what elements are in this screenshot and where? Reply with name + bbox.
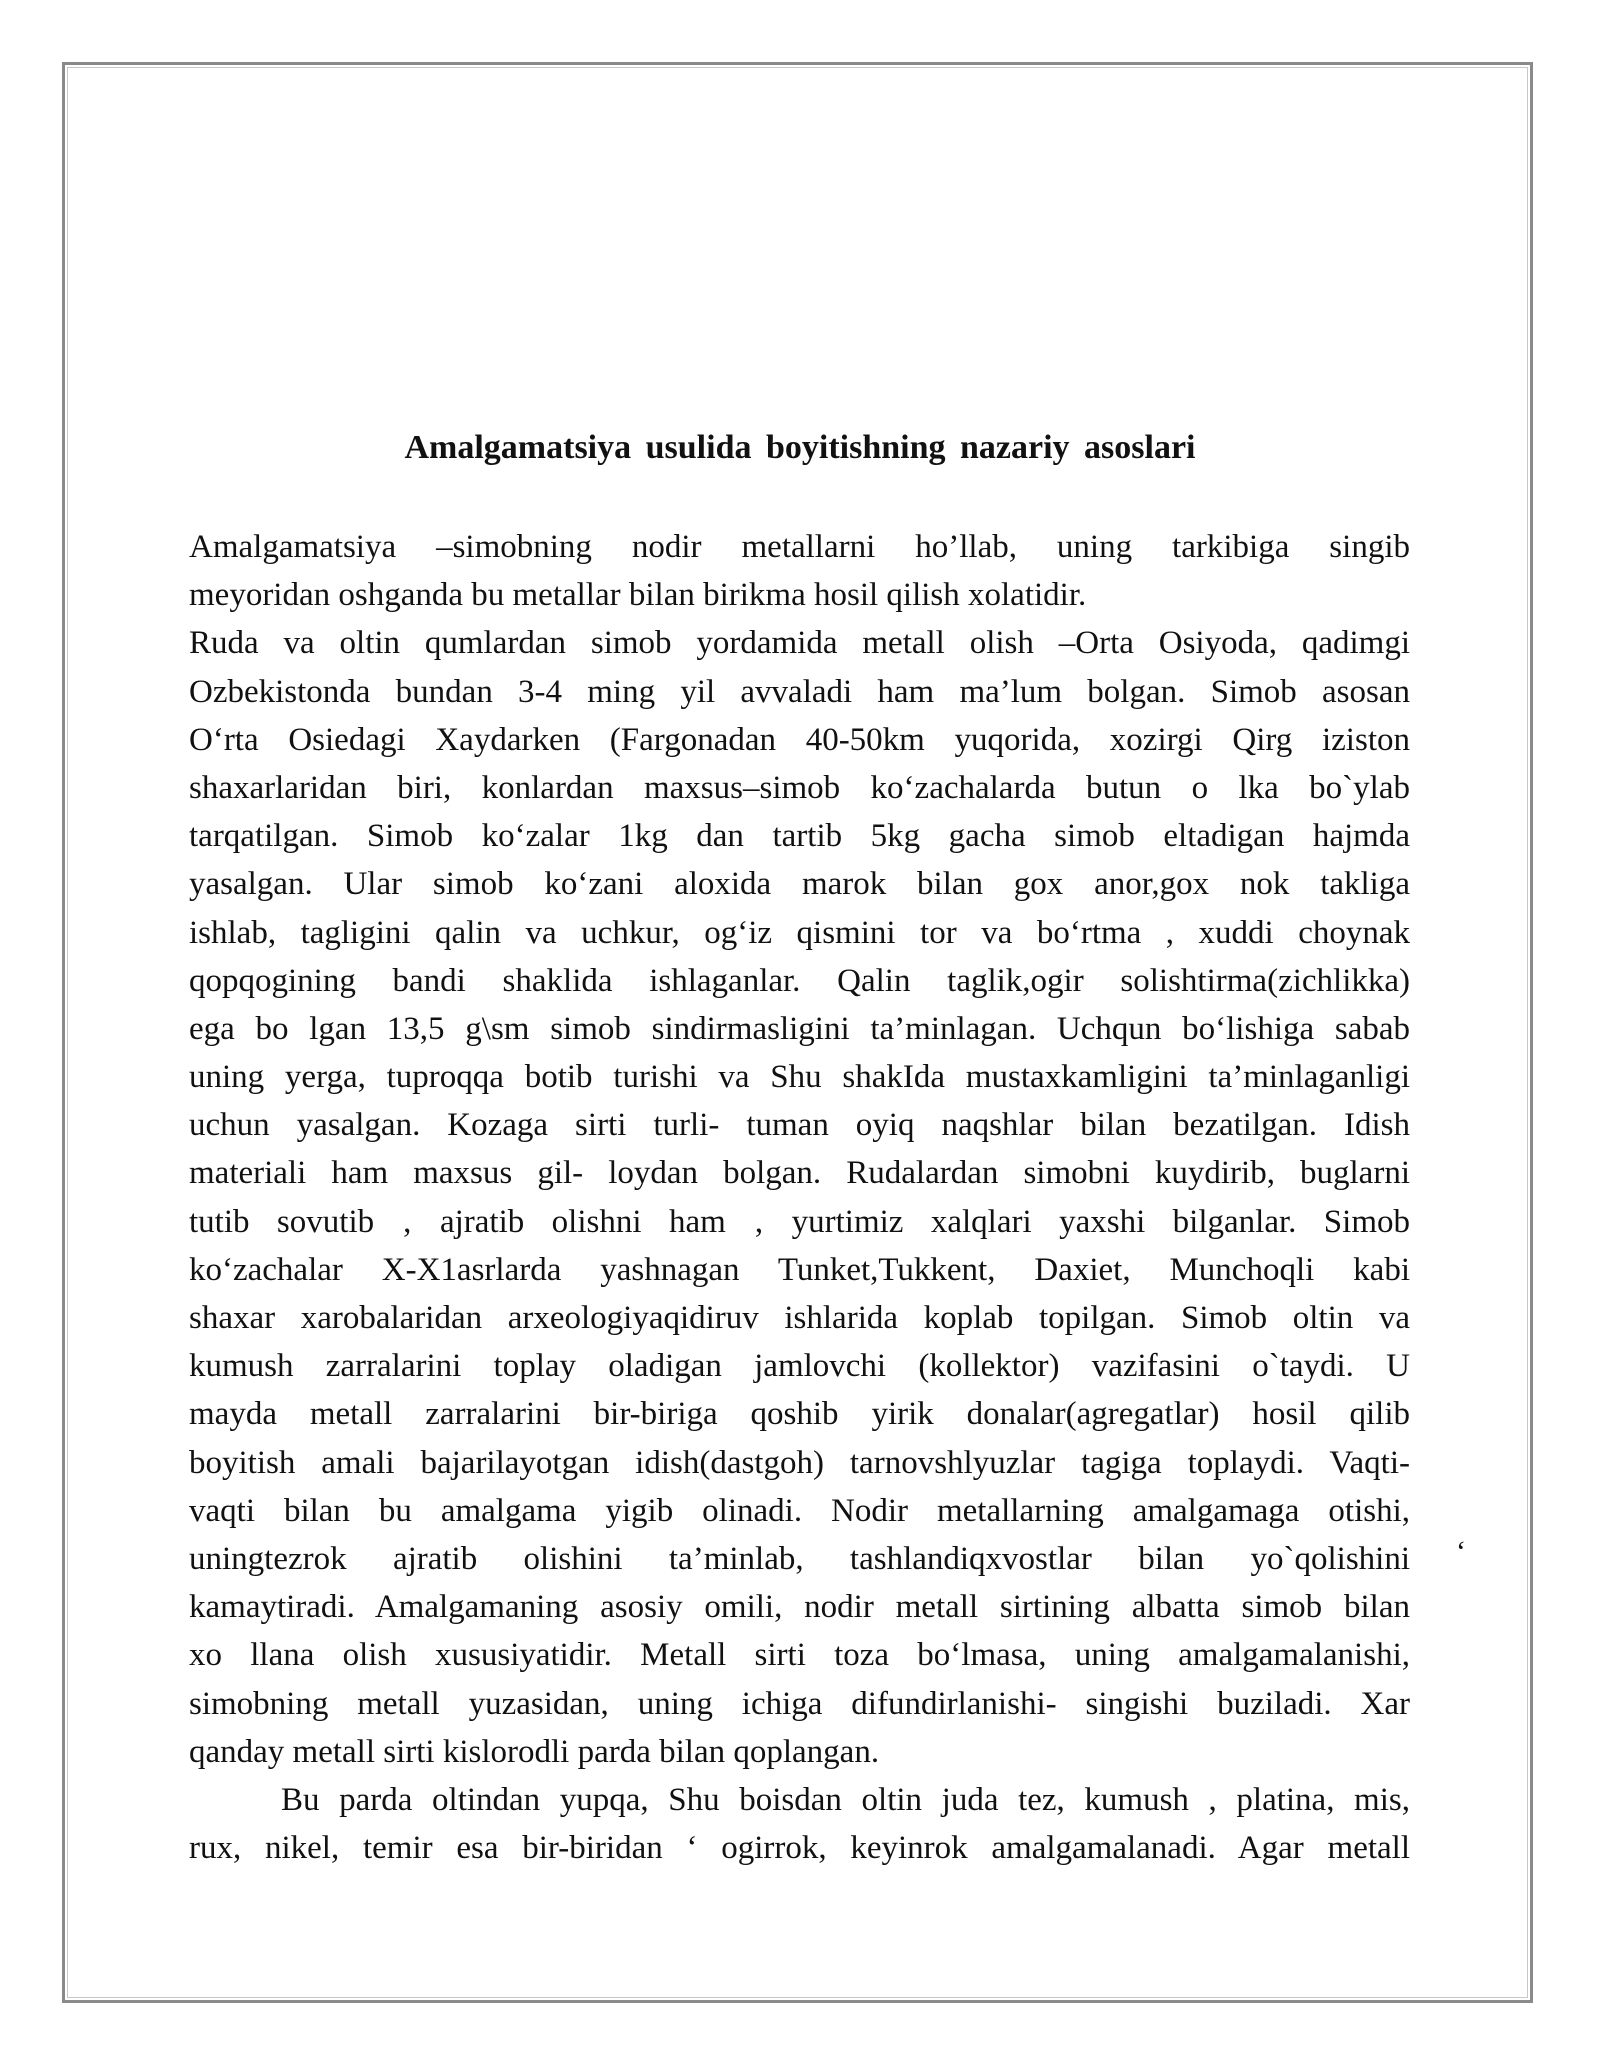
body-line-9: ishlab, tagligini qalin va uchkur, og‘iz qismini tor va bo‘rtma , xuddi choynak	[189, 914, 1410, 951]
body-line-12: uning yerga, tuproqqa botib turishi va Shu shakIda mustaxkamligini ta’minlaganligi	[189, 1059, 1410, 1096]
body-line-26: qanday metall sirti kislorodli parda bilan qoplangan.	[189, 1733, 880, 1770]
body-line-28: rux, nikel, temir esa bir-biridan ‘ ogirrok, keyinrok amalgamalanadi. Agar metall	[189, 1830, 1410, 1867]
body-line-5: O‘rta Osiedagi Xaydarken (Fargonadan 40-50km yuqorida, xozirgi Qirg iziston	[189, 721, 1410, 758]
document-title: Amalgamatsiya usulida boyitishning nazariy asoslari	[404, 429, 1196, 466]
body-line-20: boyitish amali bajarilayotgan idish(dastgoh) tarnovshlyuzlar tagiga toplaydi. Vaqti-	[189, 1444, 1410, 1481]
body-line-13: uchun yasalgan. Kozaga sirti turli- tuman oyiq naqshlar bilan bezatilgan. Idish	[189, 1107, 1410, 1144]
body-line-2: meyoridan oshganda bu metallar bilan birikma hosil qilish xolatidir.	[189, 577, 1087, 614]
body-line-27: Bu parda oltindan yupqa, Shu boisdan oltin juda tez, kumush , platina, mis,	[281, 1781, 1410, 1818]
body-line-23: kamaytiradi. Amalgamaning asosiy omili, nodir metall sirtining albatta simob bilan	[189, 1589, 1410, 1626]
body-line-21: vaqti bilan bu amalgama yigib olinadi. Nodir metallarning amalgamaga otishi,	[189, 1492, 1410, 1529]
stray-quote-mark: ‘	[1456, 1535, 1466, 1568]
body-line-24: xo llana olish xususiyatidir. Metall sirti toza bo‘lmasa, uning amalgamalanishi,	[189, 1637, 1410, 1674]
body-line-19: mayda metall zarralarini bir-biriga qoshib yirik donalar(agregatlar) hosil qilib	[189, 1396, 1410, 1433]
document-body	[189, 523, 1410, 1872]
body-line-8: yasalgan. Ular simob ko‘zani aloxida marok bilan gox anor,gox nok takliga	[189, 866, 1410, 903]
body-line-6: shaxarlaridan biri, konlardan maxsus–simob ko‘zachalarda butun o lka bo`ylab	[189, 769, 1410, 806]
body-line-11: ega bo lgan 13,5 g\sm simob sindirmasligini ta’minlagan. Uchqun bo‘lishiga sabab	[189, 1010, 1410, 1047]
body-line-10: qopqogining bandi shaklida ishlaganlar. Qalin taglik,ogir solishtirma(zichlikka)	[189, 962, 1410, 999]
body-line-18: kumush zarralarini toplay oladigan jamlovchi (kollektor) vazifasini o`taydi. U	[189, 1348, 1410, 1385]
body-line-17: shaxar xarobalaridan arxeologiyaqidiruv ishlarida koplab topilgan. Simob oltin va	[189, 1300, 1410, 1336]
body-line-22: uningtezrok ajratib olishini ta’minlab, tashlandiqxvostlar bilan yo`qolishini	[189, 1540, 1410, 1577]
body-line-4: Ozbekistonda bundan 3-4 ming yil avvaladi ham ma’lum bolgan. Simob asosan	[189, 673, 1410, 710]
body-line-25: simobning metall yuzasidan, uning ichiga difundirlanishi- singishi buziladi. Xar	[189, 1685, 1410, 1722]
body-line-15: tutib sovutib ‚ ajratib olishni ham ‚ yurtimiz xalqlari yaxshi bilganlar. Simob	[189, 1203, 1410, 1240]
body-line-7: tarqatilgan. Simob ko‘zalar 1kg dan tartib 5kg gacha simob eltadigan hajmda	[189, 818, 1410, 855]
body-line-14: materiali ham maxsus gil- loydan bolgan. Rudalardan simobni kuydirib, buglarni	[189, 1155, 1410, 1192]
body-line-3: Ruda va oltin qumlardan simob yordamida metall olish –Orta Osiyoda, qadimgi	[189, 625, 1410, 662]
body-line-1: Amalgamatsiya –simobning nodir metallarni ho’llab, uning tarkibiga singib	[189, 529, 1410, 565]
body-line-16: ko‘zachalar X-X1asrlarda yashnagan Tunket,Tukkent, Daxiet, Munchoqli kabi	[189, 1251, 1410, 1288]
